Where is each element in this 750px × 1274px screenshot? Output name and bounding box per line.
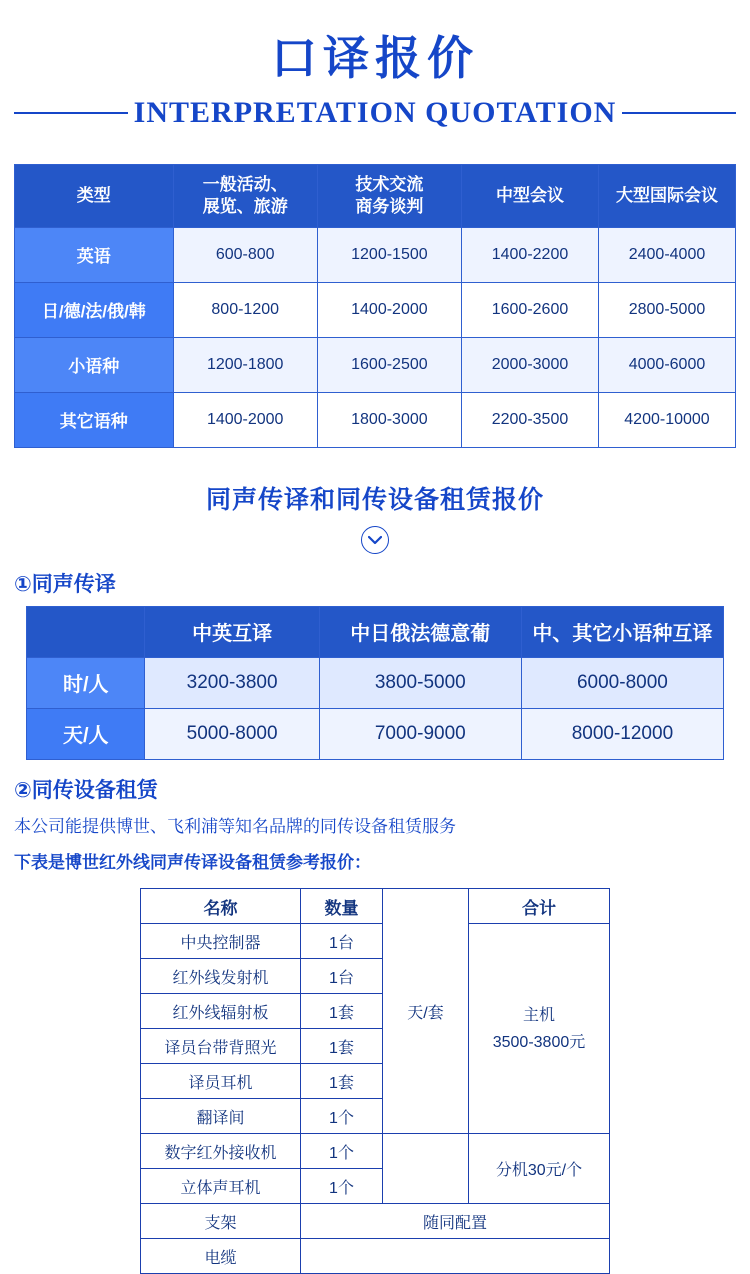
cell-equipment-name: 支架 <box>141 1204 301 1239</box>
col-header-technical: 技术交流 商务谈判 <box>317 164 461 227</box>
cell-rate: 4200-10000 <box>598 392 735 447</box>
cell-equipment-name: 立体声耳机 <box>141 1169 301 1204</box>
cell-equipment-name: 译员耳机 <box>141 1064 301 1099</box>
cell-rate: 2800-5000 <box>598 282 735 337</box>
cell-equipment-qty: 1台 <box>301 924 383 959</box>
cell-rate: 6000-8000 <box>521 657 723 708</box>
table-row <box>27 708 724 759</box>
table-row <box>141 1204 610 1239</box>
cell-equipment-name: 译员台带背照光 <box>141 1029 301 1064</box>
table-row <box>141 1134 610 1169</box>
cell-equipment-name: 红外线发射机 <box>141 959 301 994</box>
table-row <box>15 227 736 282</box>
equipment-table-wrap <box>140 888 610 1274</box>
table-row <box>15 282 736 337</box>
table-row <box>27 657 724 708</box>
section-title: 同声传译和同传设备租赁报价 <box>205 485 544 514</box>
interpretation-rate-table <box>14 164 736 448</box>
cell-total-main <box>469 924 610 1134</box>
simultaneous-rate-table-wrap <box>26 606 724 760</box>
cell-equipment-name: 中央控制器 <box>141 924 301 959</box>
cell-equipment-qty: 1个 <box>301 1134 383 1169</box>
table-row <box>15 392 736 447</box>
equipment-rental-table <box>140 888 610 1274</box>
col-header-type: 类型 <box>15 164 174 227</box>
page-subtitle: INTERPRETATION QUOTATION <box>133 95 617 129</box>
table-row <box>141 1239 610 1274</box>
cell-rate: 1800-3000 <box>317 392 461 447</box>
cell-unit-2 <box>383 1134 469 1204</box>
arrow-wrap <box>0 526 750 554</box>
col-header-general: 一般活动、 展览、旅游 <box>173 164 317 227</box>
cell-rate: 1400-2000 <box>317 282 461 337</box>
row-header-minor-languages: 小语种 <box>15 337 174 392</box>
cell-rate: 2000-3000 <box>461 337 598 392</box>
row-header-other-languages: 其它语种 <box>15 392 174 447</box>
cell-rate: 1200-1500 <box>317 227 461 282</box>
cell-rate: 1400-2000 <box>173 392 317 447</box>
cell-rate: 5000-8000 <box>145 708 319 759</box>
cell-equipment-name: 红外线辐射板 <box>141 994 301 1029</box>
row-header-english: 英语 <box>15 227 174 282</box>
rule-left <box>14 112 128 114</box>
table-header-row <box>15 164 736 227</box>
total-main-label: 主机 <box>522 1006 555 1024</box>
col-header-total: 合计 <box>469 889 610 924</box>
cell-rate: 3200-3800 <box>145 657 319 708</box>
cell-rate: 3800-5000 <box>319 657 521 708</box>
subsection-label-simultaneous: ①同声传译 <box>14 572 116 596</box>
simultaneous-rate-table <box>26 606 724 760</box>
cell-equipment-qty: 1个 <box>301 1099 383 1134</box>
row-header-per-hour: 时/人 <box>27 657 145 708</box>
table-row <box>15 337 736 392</box>
interpretation-rate-table-wrap <box>14 164 736 448</box>
cell-rate: 7000-9000 <box>319 708 521 759</box>
cell-equipment-note <box>301 1239 610 1274</box>
page-title: 口译报价 <box>271 32 479 84</box>
cell-unit: 天/套 <box>383 889 469 1134</box>
rule-right <box>622 112 736 114</box>
cell-rate: 2200-3500 <box>461 392 598 447</box>
row-header-jp-de-fr-ru-kr: 日/德/法/俄/韩 <box>15 282 174 337</box>
cell-rate: 8000-12000 <box>521 708 723 759</box>
cell-equipment-name: 翻译间 <box>141 1099 301 1134</box>
cell-equipment-qty: 1个 <box>301 1169 383 1204</box>
cell-equipment-note: 随同配置 <box>301 1204 610 1239</box>
col-header-medium-meeting: 中型会议 <box>461 164 598 227</box>
cell-equipment-qty: 1套 <box>301 994 383 1029</box>
total-main-value: 3500-3800元 <box>492 1033 586 1051</box>
subtitle-row <box>0 96 750 130</box>
col-header-cn-en: 中英互译 <box>145 606 319 657</box>
cell-equipment-qty: 1台 <box>301 959 383 994</box>
col-header-qty: 数量 <box>301 889 383 924</box>
cell-total-sub: 分机30元/个 <box>469 1134 610 1204</box>
cell-rate: 2400-4000 <box>598 227 735 282</box>
chevron-down-icon <box>361 526 389 554</box>
cell-rate: 1600-2500 <box>317 337 461 392</box>
subsection-label-equipment: ②同传设备租赁 <box>14 778 158 802</box>
cell-equipment-qty: 1套 <box>301 1064 383 1099</box>
paragraph-table-intro: 下表是博世红外线同声传译设备租赁参考报价： <box>14 852 371 872</box>
col-header-cn-minor: 中、其它小语种互译 <box>521 606 723 657</box>
cell-rate: 1600-2600 <box>461 282 598 337</box>
table-header-row <box>141 889 610 924</box>
col-header-blank <box>27 606 145 657</box>
table-row <box>141 924 610 959</box>
cell-rate: 800-1200 <box>173 282 317 337</box>
cell-equipment-name: 数字红外接收机 <box>141 1134 301 1169</box>
cell-rate: 600-800 <box>173 227 317 282</box>
paragraph-brands: 本公司能提供博世、飞利浦等知名品牌的同传设备租赁服务 <box>14 816 456 836</box>
cell-rate: 4000-6000 <box>598 337 735 392</box>
table-header-row <box>27 606 724 657</box>
cell-rate: 1400-2200 <box>461 227 598 282</box>
col-header-name: 名称 <box>141 889 301 924</box>
cell-equipment-qty: 1套 <box>301 1029 383 1064</box>
cell-rate: 1200-1800 <box>173 337 317 392</box>
cell-equipment-name: 电缆 <box>141 1239 301 1274</box>
col-header-large-meeting: 大型国际会议 <box>598 164 735 227</box>
col-header-cn-multi: 中日俄法德意葡 <box>319 606 521 657</box>
row-header-per-day: 天/人 <box>27 708 145 759</box>
